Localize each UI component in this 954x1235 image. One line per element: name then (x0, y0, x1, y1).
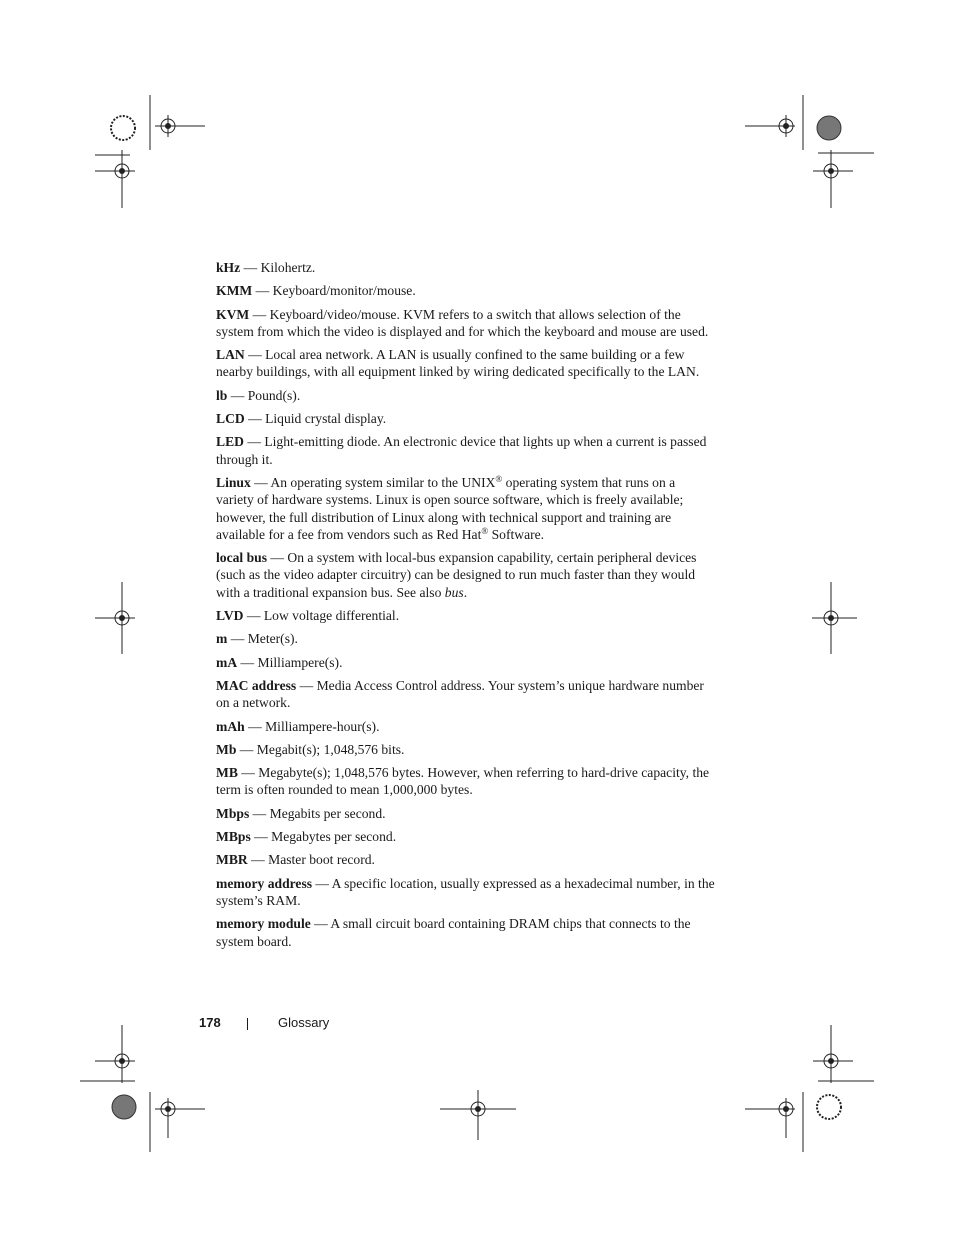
term: local bus (216, 550, 267, 566)
registration-mark-icon (95, 150, 155, 210)
glossary-entry-khz (216, 259, 716, 276)
glossary-entry-memory-address (216, 875, 716, 910)
registration-mark-icon (80, 1025, 140, 1085)
glossary-entry-mbps-bits (216, 805, 716, 822)
glossary-entry-local-bus (216, 549, 716, 601)
definition: — Megabyte(s); 1,048,576 bytes. However, when referring to hard-drive capacity, the term is often rounded to mean 1,000,000 bytes. (216, 765, 710, 798)
definition-end: Software. (488, 526, 545, 542)
glossary-entry-linux (216, 474, 716, 543)
definition: — Low voltage differential. (243, 608, 400, 624)
registration-mark-icon (95, 582, 135, 654)
registered-mark: ® (481, 525, 489, 536)
registration-mark-icon (440, 1080, 516, 1140)
term: MBR (216, 852, 248, 868)
definition: — Milliampere(s). (237, 654, 343, 670)
glossary-content (216, 259, 716, 956)
footer-separator (247, 1018, 248, 1030)
definition: — Kilohertz. (240, 260, 316, 275)
glossary-entry-kmm (216, 282, 716, 299)
definition: — A small circuit board containing DRAM chips that connects to the system board. (216, 916, 691, 949)
glossary-entry-lvd (216, 607, 716, 624)
term: m (216, 631, 228, 647)
glossary-entry-mbps-bytes (216, 828, 716, 845)
definition: — Liquid crystal display. (244, 411, 387, 427)
term: LAN (216, 347, 245, 363)
term: memory address (216, 875, 313, 891)
term: Mb (216, 741, 237, 757)
definition-end: . (463, 584, 468, 600)
definition: — An operating system similar to the UNIX (250, 474, 496, 490)
glossary-entry-mah (216, 718, 716, 735)
term: mAh (216, 718, 245, 734)
definition-cont: operating system that runs on a variety of hardware systems. Linux is open source software, which is freely available; however, the full distribution of Linux along with technical support and training are available for a fee from vendors such as Red Hat (216, 474, 684, 542)
term: KMM (216, 283, 253, 299)
term: MAC address (216, 677, 297, 693)
glossary-entry-mbr (216, 851, 716, 868)
term: mA (216, 654, 238, 670)
definition: — Megabit(s); 1,048,576 bits. (236, 741, 405, 757)
definition: — Media Access Control address. Your system’s unique hardware number on a network. (216, 677, 704, 711)
definition: — Megabits per second. (249, 805, 386, 821)
term: KVM (216, 306, 250, 322)
definition: — On a system with local-bus expansion capability, certain peripheral devices (such as the video adapter circuitry) can be designed to run much faster than they would with a traditional expansion bus. See also (216, 550, 697, 600)
term: MB (216, 765, 238, 781)
definition: — Keyboard/video/mouse. KVM refers to a switch that allows selection of the system from which the video is displayed and for which the keyboard and mouse are used. (216, 306, 709, 339)
glossary-entry-ma (216, 654, 716, 671)
cross-reference: bus (444, 584, 464, 600)
registration-mark-icon (808, 150, 874, 210)
glossary-entry-mb-megabit (216, 741, 716, 758)
definition: — Megabytes per second. (250, 829, 397, 845)
registration-mark-icon (745, 1080, 855, 1155)
glossary-entry-lcd (216, 410, 716, 427)
registration-mark-icon (812, 582, 857, 654)
term: MBps (216, 829, 251, 845)
term: Mbps (216, 805, 250, 821)
registration-mark-icon (100, 1080, 210, 1155)
term: LED (216, 434, 244, 450)
glossary-entry-mac-address (216, 677, 716, 712)
definition: — Milliampere-hour(s). (244, 718, 380, 734)
registered-mark: ® (495, 473, 503, 484)
definition: — Master boot record. (247, 852, 375, 868)
term: kHz (216, 260, 241, 275)
page-number: 178 (199, 1015, 221, 1030)
term: LCD (216, 411, 245, 427)
definition: — Pound(s). (227, 387, 301, 403)
glossary-entry-kvm (216, 306, 716, 341)
term: memory module (216, 916, 311, 932)
definition: — Local area network. A LAN is usually confined to the same building or a few nearby buildings, with all equipment linked by wiring dedicated specifically to the LAN. (216, 347, 700, 380)
registration-mark-icon (808, 1025, 874, 1085)
term: Linux (216, 474, 251, 490)
glossary-entry-m (216, 630, 716, 647)
definition: — Keyboard/monitor/mouse. (252, 283, 416, 299)
glossary-entry-memory-module (216, 915, 716, 950)
definition: — Light-emitting diode. An electronic device that lights up when a current is passed through it. (216, 434, 707, 467)
term: LVD (216, 608, 244, 624)
definition: — A specific location, usually expressed as a hexadecimal number, in the system’s RAM. (216, 875, 715, 908)
glossary-entry-mb-megabyte (216, 764, 716, 799)
term: lb (216, 387, 228, 403)
definition: — Meter(s). (227, 631, 298, 647)
glossary-entry-led (216, 433, 716, 468)
section-name: Glossary (278, 1015, 330, 1030)
glossary-entry-lan (216, 346, 716, 381)
glossary-entry-lb (216, 387, 716, 404)
